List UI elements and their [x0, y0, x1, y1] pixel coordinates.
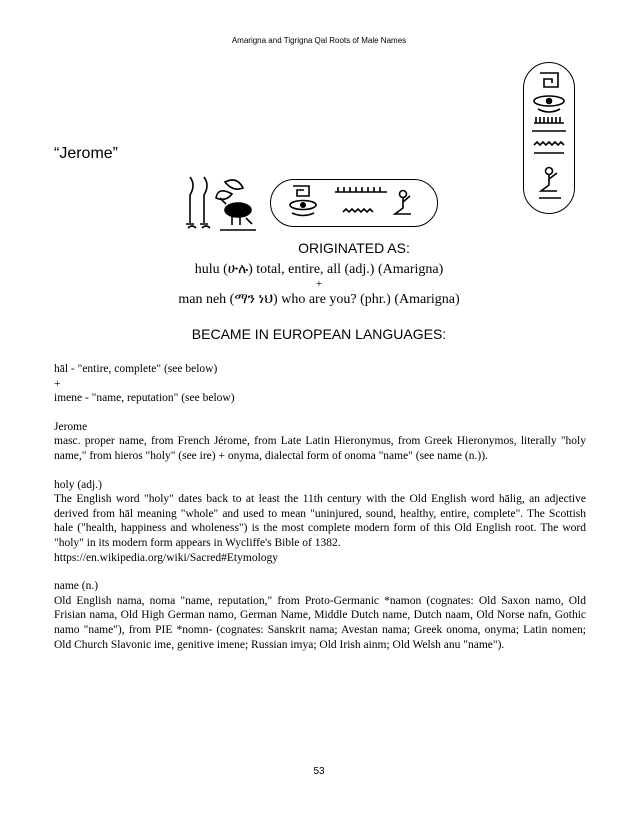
cartouche-glyphs-icon: [271, 180, 437, 226]
hieroglyph-glyphs-icon: [524, 63, 574, 213]
paragraph-gap: [54, 464, 586, 478]
etymology-body: [54, 362, 586, 652]
body-paragraph: name (n.): [54, 580, 99, 593]
body-paragraph: imene - "name, reputation" (see below): [54, 392, 235, 405]
name-title: “Jerome”: [54, 145, 119, 162]
body-paragraph: Jerome: [54, 420, 88, 433]
body-paragraph: hāl - "entire, complete" (see below): [54, 363, 218, 375]
horizontal-cartouche: [270, 179, 438, 227]
origin-plus: +: [315, 278, 323, 290]
became-heading: BECAME IN EUROPEAN LANGUAGES:: [191, 326, 447, 342]
body-paragraph: The English word "holy" dates back to at least the 11th century with the Old English word hālig, an adjective derived from hāl meaning "whole" and used to mean "uninjured, sound, healthy, entire, complete". The Scottish hale ("health, happiness and wholeness") is the most complete modern form of this Old English root. The word "holy" in its modern form appears in Wycliffe's Bible of 1382.: [54, 493, 586, 549]
origin-line-man-neh: man neh (ማን ነህ) who are you? (phr.) (Amarigna): [178, 292, 460, 307]
body-paragraph: masc. proper name, from French Jérome, from Late Latin Hieronymus, from Greek Hieronymos, literally "holy name," from hieros "holy" (see ire) + onyma, dialectal form of onoma "name" (see name (n.)).: [54, 435, 586, 462]
body-paragraph: https://en.wikipedia.org/wiki/Sacred#Etymology: [54, 551, 279, 564]
paragraph-gap: [54, 406, 586, 420]
paragraph-gap: [54, 565, 586, 579]
reed-and-bee-hieroglyph-icon: [180, 172, 270, 234]
body-paragraph: +: [54, 377, 61, 390]
originated-heading: ORIGINATED AS:: [298, 240, 410, 256]
running-header: Amarigna and Tigrigna Qal Roots of Male Names: [231, 36, 407, 45]
vertical-cartouche: [523, 62, 575, 214]
page-number: 53: [313, 766, 325, 777]
body-paragraph: Old English nama, noma "name, reputation," from Proto-Germanic *namon (cognates: Old Saxon namo, Old Frisian nama, Old High German namo, German Name, Middle Dutch name, Dutch naam, Old Norse nafn, Gothic namo "name"), from PIE *nomn- (cognates: Sanskrit nama; Avestan nama; Greek onoma, onyma; Latin nomen; Old Church Slavonic ime, genitive imene; Russian imya; Old Irish ainm; Old Welsh anu "name").: [54, 594, 586, 651]
origin-line-hulu: hulu (ሁሉ) total, entire, all (adj.) (Amarigna): [194, 262, 444, 277]
body-paragraph: holy (adj.): [54, 478, 102, 491]
